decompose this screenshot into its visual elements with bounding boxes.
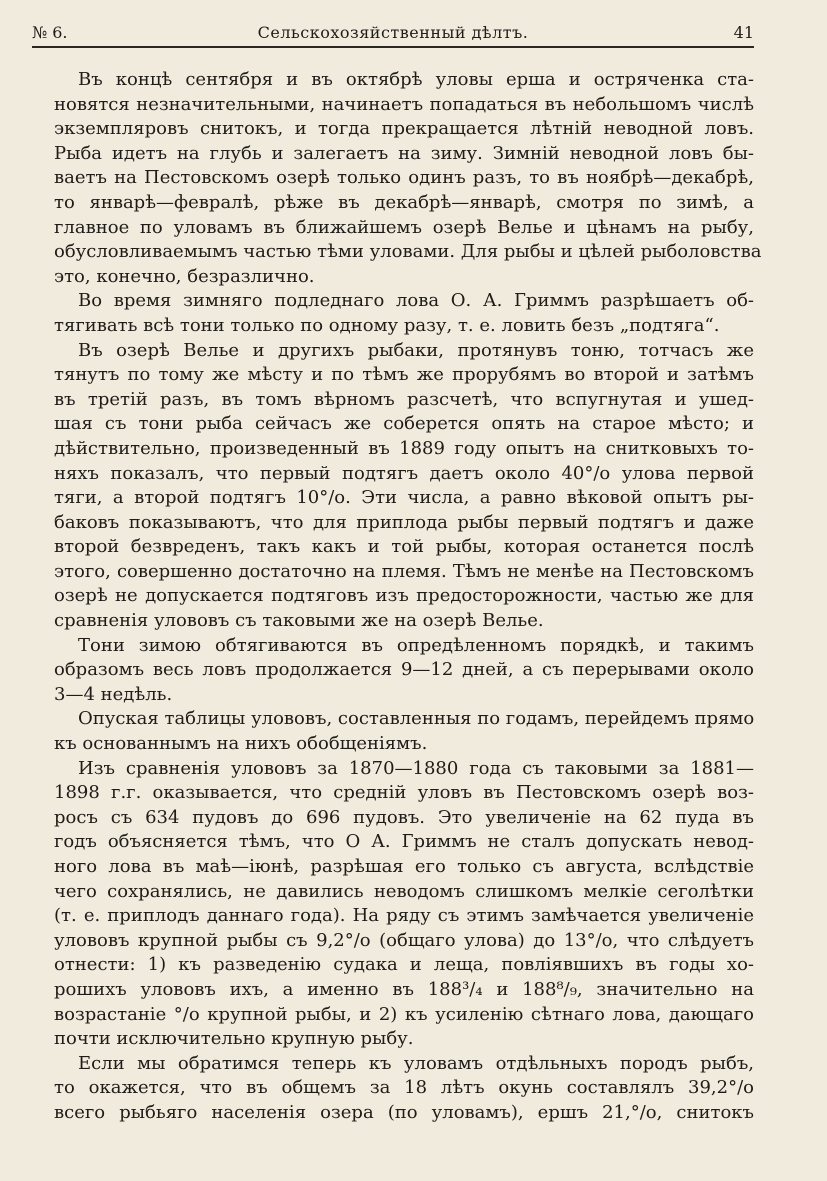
paragraph	[54, 757, 754, 1052]
text-line: тяги, а второй подтягъ 10°/о. Эти числа, а равно вѣковой опытъ ры-	[54, 487, 754, 509]
text-line: озерѣ не допускается подтяговъ изъ предосторожности, частью же для	[54, 585, 754, 607]
text-line: Въ озерѣ Велье и другихъ рыбаки, протянувъ тоню, тотчасъ же	[78, 339, 754, 361]
text-line: Во время зимняго подледнаго лова О. А. Гриммъ разрѣшаетъ об-	[78, 290, 754, 312]
text-line: образомъ весь ловъ продолжается 9—12 дней, а съ перерывами около	[54, 659, 754, 681]
journal-title: Сельскохозяйственный дѣлтъ.	[257, 23, 529, 42]
text-line: къ основаннымъ на нихъ обобщеніямъ.	[54, 733, 428, 755]
text-line: Въ концѣ сентября и въ октябрѣ уловы ерша и остряченка ста-	[78, 69, 754, 90]
paragraph	[54, 1052, 754, 1126]
text-line: обусловливаемымъ частью тѣми уловами. Для рыбы и цѣлей рыболовства	[54, 241, 762, 263]
text-line: всего рыбьяго населенія озера (по уловамъ), ершъ 21,°/о, снитокъ	[54, 1101, 754, 1123]
body-text	[54, 68, 762, 1126]
text-line: второй безвреденъ, такъ какъ и той рыбы, которая останется послѣ	[54, 536, 754, 558]
text-line: это, конечно, безразлично.	[54, 265, 315, 287]
text-line: чего сохранялись, не давились неводомъ слишкомъ мелкіе сеголѣтки	[54, 880, 754, 902]
running-header	[32, 20, 754, 46]
text-line: Изъ сравненія улововъ за 1870—1880 года съ таковыми за 1881—	[78, 757, 754, 779]
text-line: сравненія улововъ съ таковыми же на озерѣ Велье.	[54, 610, 544, 632]
text-line: ного лова въ маѣ—іюнѣ, разрѣшая его только съ августа, вслѣдствіе	[54, 856, 754, 877]
text-line: Опуская таблицы улововъ, составленныя по годамъ, перейдемъ прямо	[78, 708, 755, 730]
text-line: дѣйствительно, произведенный въ 1889 году опытъ на снитковыхъ то-	[54, 437, 754, 459]
text-line: улововъ крупной рыбы съ 9,2°/о (общаго улова) до 13°/о, что слѣдуетъ	[54, 929, 754, 951]
text-line: рошихъ улововъ ихъ, а именно въ 188³/₄ и 188⁸/₉, значительно на	[54, 978, 754, 1000]
text-line: новятся незначительными, начинаетъ попадаться въ небольшомъ числѣ	[54, 93, 754, 115]
text-line: 3—4 недѣль.	[54, 683, 173, 705]
text-line: Если мы обратимся теперь къ уловамъ отдѣльныхъ породъ рыбъ,	[78, 1052, 754, 1074]
paragraph	[54, 339, 754, 634]
text-line: тягивать всѣ тони только по одному разу, т. е. ловить безъ „подтяга“.	[54, 314, 720, 336]
text-line: экземпляровъ снитокъ, и тогда прекращается лѣтній неводной ловъ.	[54, 118, 754, 140]
header-rule	[32, 46, 754, 48]
paragraph	[54, 707, 754, 756]
text-line: почти исключительно крупную рыбу.	[54, 1028, 414, 1050]
issue-number: № 6.	[32, 23, 68, 42]
text-line: (т. е. приплодъ даннаго года). На ряду съ этимъ замѣчается увеличеніе	[54, 905, 754, 927]
text-line: главное по уловамъ въ ближайшемъ озерѣ Велье и цѣнамъ на рыбу,	[54, 216, 754, 238]
text-line: то окажется, что въ общемъ за 18 лѣтъ окунь составлялъ 39,2°/о	[54, 1077, 754, 1099]
text-line: 1898 г.г. оказывается, что средній уловъ въ Пестовскомъ озерѣ воз-	[54, 782, 754, 804]
text-line: шая съ тони рыба сейчасъ же соберется опять на старое мѣсто; и	[54, 413, 754, 435]
text-line: баковъ показываютъ, что для приплода рыбы первый подтягъ и даже	[54, 511, 754, 533]
text-line: ваетъ на Пестовскомъ озерѣ только одинъ разъ, то въ ноябрѣ—декабрѣ,	[54, 167, 754, 189]
paragraph	[54, 289, 754, 338]
paragraph	[54, 634, 754, 708]
text-line: годъ объясняется тѣмъ, что О А. Гриммъ не сталъ допускать невод-	[54, 831, 754, 853]
page-number: 41	[733, 23, 754, 42]
text-line: Рыба идетъ на глубь и залегаетъ на зиму. Зимній неводной ловъ бы-	[54, 142, 754, 164]
text-line: тянутъ по тому же мѣсту и по тѣмъ же прорубямъ во второй и затѣмъ	[54, 364, 754, 386]
text-line: возрастаніе °/о крупной рыбы, и 2) къ усиленію сѣтнаго лова, дающаго	[54, 1003, 754, 1025]
text-line: этого, совершенно достаточно на племя. Тѣмъ не менѣе на Пестовскомъ	[54, 560, 754, 582]
paragraph	[54, 68, 762, 289]
text-line: Тони зимою обтягиваются въ опредѣленномъ порядкѣ, и такимъ	[78, 634, 754, 656]
text-line: няхъ показалъ, что первый подтягъ даетъ около 40°/о улова первой	[54, 462, 754, 484]
text-line: то январѣ—февралѣ, рѣже въ декабрѣ—январѣ, смотря по зимѣ, а	[54, 191, 754, 213]
text-line: отнести: 1) къ разведенію судака и леща, повліявшихъ въ годы хо-	[54, 954, 754, 976]
text-line: росъ съ 634 пудовъ до 696 пудовъ. Это увеличеніе на 62 пуда въ	[54, 806, 754, 828]
text-line: въ третій разъ, въ томъ вѣрномъ разсчетѣ, что вспугнутая и ушед-	[54, 388, 754, 410]
